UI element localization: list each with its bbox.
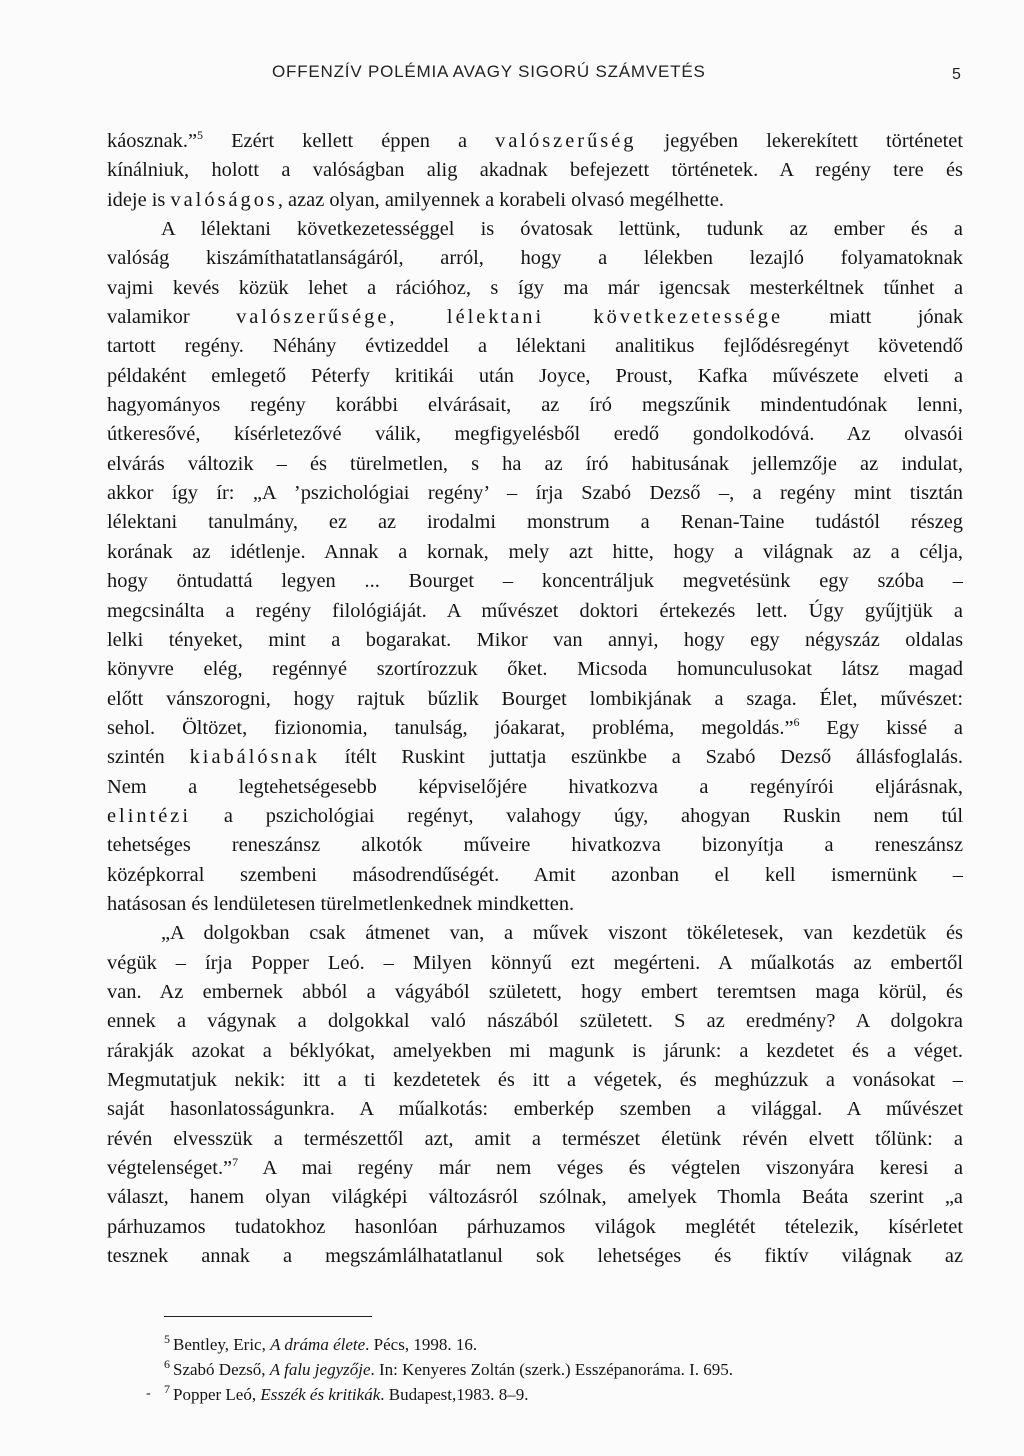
- text-segment: lelki tényeket, mint a bogarakat. Mikor van annyi, hogy egy négyszáz oldalas: [107, 628, 963, 651]
- footnote-number: 5: [164, 1332, 170, 1347]
- text-segment: példaként emlegető Péterfy kritikái után Joyce, Proust, Kafka művészete elveti a: [107, 364, 963, 387]
- text-line: [107, 1037, 963, 1066]
- text-segment: előtt vánszorogni, hogy rajtuk bűzlik Bourget lombikjának a szaga. Élet, művészet:: [107, 687, 963, 710]
- text-line: [107, 508, 963, 537]
- text-segment: párhuzamos tudatokhoz hasonlóan párhuzamos világok meglétét tételezik, kísérletet: [107, 1215, 963, 1238]
- text-line: [107, 626, 963, 655]
- footnotes: [164, 1332, 924, 1407]
- text-segment: A mai regény már nem véges és végtelen viszonyára keresi a: [238, 1157, 963, 1180]
- text-segment: útkeresővé, kísérletezővé válik, megfigyelésből eredő gondolkodóvá. Az olvasói: [107, 423, 963, 446]
- text-line: [107, 244, 963, 273]
- text-segment: tehetséges reneszánsz alkotók műveire hivatkozva bizonyítja a reneszánsz: [107, 834, 963, 857]
- text-segment: középkorral szembeni másodrendűségét. Amit azonban el kell ismernünk –: [107, 863, 963, 886]
- text-segment: valamikor: [107, 306, 237, 329]
- text-line: [107, 597, 963, 626]
- text-line: [107, 479, 963, 508]
- text-line: [107, 127, 963, 156]
- footnote-ref: 6: [793, 715, 800, 730]
- text-line: [107, 538, 963, 567]
- footnote-details: . Pécs, 1998. 16.: [365, 1335, 478, 1354]
- text-line: [107, 1213, 963, 1242]
- footnote-details: . Budapest,1983. 8–9.: [380, 1385, 529, 1404]
- text-line: [107, 1007, 963, 1036]
- footnote-ref: 5: [197, 128, 204, 143]
- text-segment: révén elvesszük a természettől azt, amit a természet életünk révén elvett tőlünk: a: [107, 1127, 963, 1150]
- text-segment: sehol. Öltözet, fizionomia, tanulság, jóakarat, probléma, megoldás.”: [107, 716, 794, 739]
- text-segment: lélektani tanulmány, ez az irodalmi monstrum a Renan-Taine tudástól részeg: [107, 511, 963, 534]
- footnote-details: . In: Kenyeres Zoltán (szerk.) Esszépanoráma. I. 695.: [370, 1360, 734, 1379]
- text-segment: rárakják azokat a béklyókat, amelyekben mi magunk is járunk: a kezdetet és a véget.: [107, 1039, 963, 1062]
- text-line: [107, 685, 963, 714]
- text-segment: hogy öntudattá legyen ... Bourget – koncentráljuk megvetésünk egy szóba –: [107, 570, 963, 593]
- text-segment: elvárás változik – és türelmetlen, s ha az író habitusának jellemzője az indulat,: [107, 452, 963, 475]
- text-line: [107, 890, 963, 919]
- text-segment: valóságos: [170, 188, 278, 211]
- text-line: [107, 949, 963, 978]
- text-line: [107, 919, 963, 948]
- footnote: [164, 1332, 924, 1357]
- footnote-title: A dráma élete: [270, 1335, 366, 1354]
- text-line: [107, 1154, 963, 1183]
- text-line: [107, 1125, 963, 1154]
- text-segment: tesznek annak a megszámlálhatatlanul sok lehetséges és fiktív világnak az: [107, 1245, 963, 1268]
- text-segment: valószerűség: [495, 130, 637, 152]
- running-header: OFFENZÍV POLÉMIA AVAGY SIGORÚ SZÁMVETÉS: [272, 62, 706, 81]
- text-segment: kiabálósnak: [189, 746, 320, 769]
- text-line: [107, 655, 963, 684]
- text-line: [107, 714, 963, 743]
- text-line: [107, 773, 963, 802]
- footnote-number: 6: [164, 1357, 170, 1372]
- text-segment: saját hasonlatosságunkra. A műalkotás: emberkép szemben a világgal. A művészet: [107, 1098, 963, 1121]
- body-text: [107, 127, 963, 1271]
- text-line: [107, 1095, 963, 1124]
- text-line: [107, 831, 963, 860]
- footnote-author: Bentley, Eric,: [173, 1335, 271, 1354]
- text-line: [107, 861, 963, 890]
- text-segment: valószerűsége, lélektani következetessége: [236, 306, 784, 329]
- footnote-author: Szabó Dezső,: [173, 1360, 270, 1379]
- text-line: [107, 215, 963, 244]
- text-segment: kínálniuk, holott a valóságban alig akadnak befejezett történetek. A regény tere és: [107, 159, 963, 182]
- text-segment: könyvre elég, regénnyé szortírozzuk őket. Micsoda homunculusokat látsz magad: [107, 658, 963, 681]
- text-segment: a pszichológiai regényt, valahogy úgy, ahogyan Ruskin nem túl: [191, 804, 963, 827]
- text-line: [107, 802, 963, 831]
- footnote: [164, 1357, 924, 1382]
- text-line: [107, 274, 963, 303]
- footnote-author: Popper Leó,: [173, 1385, 261, 1404]
- text-segment: vajmi kevés közük lehet a rációhoz, s így ma már igencsak mesterkéltnek tűnhet a: [107, 276, 963, 299]
- text-segment: jegyében lekerekített történetet: [636, 130, 963, 152]
- text-line: [107, 1242, 963, 1271]
- text-line: [107, 978, 963, 1007]
- text-line: [107, 743, 963, 772]
- text-segment: hatásosan és lendületesen türelmetlenkednek mindketten.: [107, 892, 575, 915]
- text-segment: végtelenséget.”: [107, 1157, 233, 1180]
- text-line: [107, 156, 963, 185]
- text-segment: akkor így ír: „A ’pszichológiai regény’ – írja Szabó Dezső –, a regény mint tisztán: [107, 482, 963, 505]
- page-number: 5: [952, 66, 961, 83]
- text-line: [107, 420, 963, 449]
- text-segment: valóság kiszámíthatatlanságáról, arról, hogy a lélekben lezajló folyamatoknak: [107, 247, 963, 270]
- text-line: [107, 186, 963, 215]
- text-segment: miatt jónak: [783, 306, 964, 329]
- footnote-ref: 7: [232, 1155, 239, 1170]
- text-line: [107, 1066, 963, 1095]
- text-segment: hagyományos regény korábbi elvárásait, az író megszűnik mindentudónak lenni,: [107, 394, 963, 417]
- text-line: [107, 391, 963, 420]
- text-segment: A lélektani következetességgel is óvatosak lettünk, tudunk az ember és a: [161, 218, 963, 241]
- footnote-title: Esszék és kritikák: [260, 1385, 381, 1404]
- text-segment: tartott regény. Néhány évtizeddel a lélektani analitikus fejlődésregényt követendő: [107, 335, 963, 358]
- text-segment: Egy kissé a: [799, 716, 963, 739]
- text-segment: ennek a vágynak a dolgokkal való nászából született. S az eredmény? A dolgokra: [107, 1010, 963, 1033]
- text-segment: van. Az embernek abból a vágyából született, hogy embert teremtsen maga körül, és: [107, 980, 963, 1003]
- text-segment: megcsinálta a regény filológiáját. A művészet doktori értekezés lett. Úgy gyűjtjük a: [107, 599, 963, 622]
- text-line: [107, 332, 963, 361]
- text-segment: , azaz olyan, amilyennek a korabeli olvasó megélhette.: [277, 188, 725, 211]
- text-segment: ítélt Ruskint juttatja eszünkbe a Szabó Dezső állásfoglalás.: [319, 746, 963, 769]
- text-segment: elintézi: [107, 804, 192, 827]
- text-segment: Megmutatjuk nekik: itt a ti kezdetetek és itt a végetek, és meghúzzuk a vonásokat –: [107, 1069, 963, 1091]
- text-line: [107, 567, 963, 596]
- text-line: [107, 450, 963, 479]
- text-line: [107, 362, 963, 391]
- text-segment: „A dolgokban csak átmenet van, a művek viszont tökéletesek, van kezdetük és: [161, 922, 963, 945]
- text-segment: szintén: [107, 746, 190, 769]
- text-segment: választ, hanem olyan világképi változásról szólnak, amelyek Thomla Beáta szerint „a: [107, 1186, 963, 1209]
- stray-mark: -: [146, 1386, 151, 1401]
- text-segment: Nem a legtehetségesebb képviselőjére hivatkozva a regényírói eljárásnak,: [107, 775, 963, 798]
- text-line: [107, 303, 963, 332]
- footnote: [164, 1382, 924, 1407]
- footnote-number: 7: [164, 1382, 170, 1397]
- text-segment: Ezért kellett éppen a: [203, 130, 496, 152]
- footnote-title: A falu jegyzője: [269, 1360, 371, 1379]
- footnote-rule: [164, 1316, 372, 1317]
- text-segment: korának az idétlenje. Annak a kornak, mely azt hitte, hogy a világnak az a célja,: [107, 540, 963, 563]
- text-segment: végük – írja Popper Leó. – Milyen könnyű ezt megérteni. A műalkotás az embertől: [107, 951, 963, 974]
- text-segment: káosznak.”: [107, 130, 198, 152]
- text-line: [107, 1183, 963, 1212]
- text-segment: ideje is: [107, 188, 171, 211]
